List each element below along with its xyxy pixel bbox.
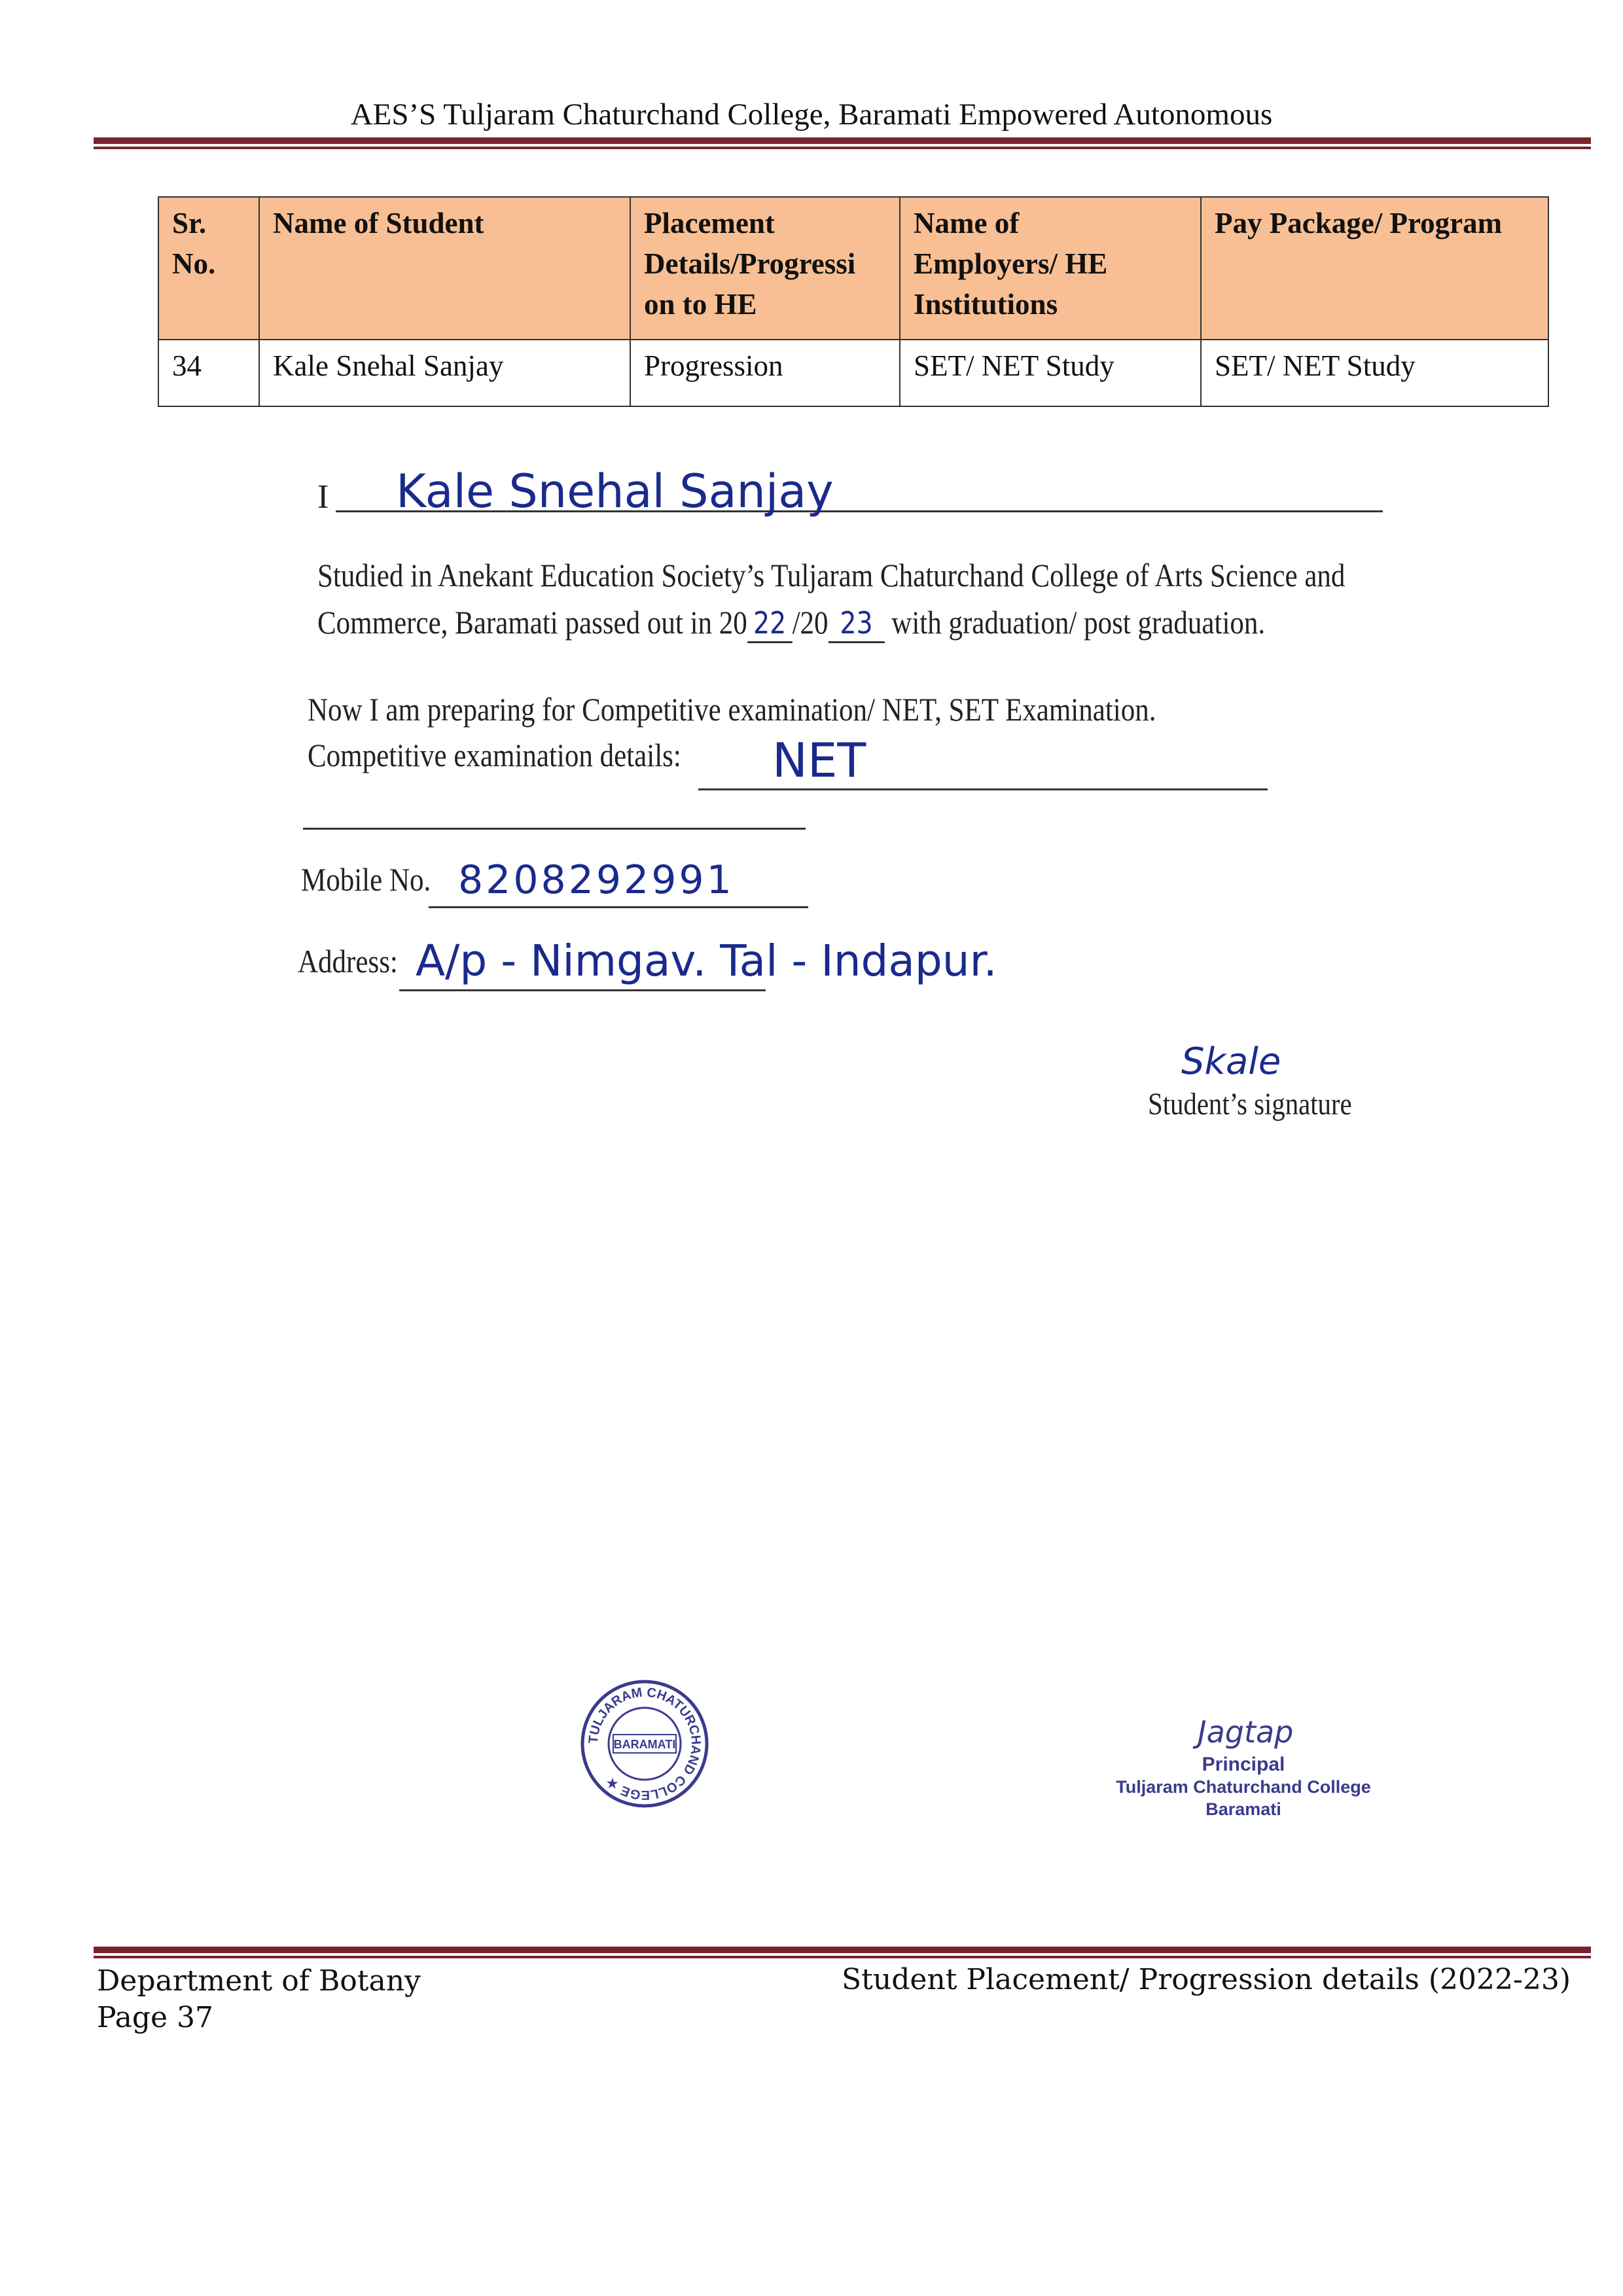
mobile-underline [429, 906, 808, 908]
cell-pay-package: SET/ NET Study [1201, 340, 1548, 406]
details-underline-2 [303, 828, 806, 830]
principal-stamp [1113, 1714, 1374, 1820]
footer-right-text: Student Placement/ Progression details (2022-23) [842, 1963, 1571, 1996]
table-row [158, 340, 1548, 406]
handwritten-name: Kale Snehal Sanjay [396, 465, 834, 518]
page-header-title: AES’S Tuljaram Chaturchand College, Baramati Empowered Autonomous [350, 97, 1273, 132]
footer-page-number: Page 37 [97, 2001, 214, 2034]
footer-left [97, 1963, 421, 2036]
footer-department: Department of Botany [97, 1964, 421, 1998]
student-signature: Skale [1181, 1040, 1281, 1083]
col-header-sr-no: Sr. No. [158, 197, 259, 340]
principal-signature: Jagtap [1198, 1714, 1294, 1750]
commerce-line [317, 603, 1265, 643]
prefix-i: I [317, 478, 329, 516]
cell-student-name: Kale Snehal Sanjay [259, 340, 630, 406]
studied-line: Studied in Anekant Education Society’s Tuljaram Chaturchand College of Arts Science and [317, 557, 1346, 593]
header-rule [94, 137, 1591, 149]
year-to: 23 [840, 605, 873, 641]
mobile-label: Mobile No. [301, 861, 431, 898]
principal-title: Principal [1202, 1754, 1285, 1775]
address-underline [399, 989, 766, 991]
table-header-row [158, 197, 1548, 340]
col-header-student-name: Name of Student [259, 197, 630, 340]
signature-label: Student’s signature [1148, 1087, 1352, 1122]
commerce-suffix: with graduation/ post graduation. [891, 604, 1266, 641]
handwritten-address: A/p - Nimgav. Tal - Indapur. [416, 936, 997, 986]
cell-employer: SET/ NET Study [900, 340, 1201, 406]
year-from: 22 [753, 605, 787, 641]
col-header-placement: Placement Details/Progressi on to HE [630, 197, 900, 340]
placement-table [158, 196, 1549, 407]
cell-placement: Progression [630, 340, 900, 406]
details-label: Competitive examination details: [308, 737, 681, 773]
handwritten-mobile: 8208292991 [458, 857, 734, 903]
col-header-pay-package: Pay Package/ Program [1201, 197, 1548, 340]
col-header-employers: Name of Employers/ HE Institutions [900, 197, 1201, 340]
cell-sr-no: 34 [158, 340, 259, 406]
details-underline [698, 788, 1268, 790]
college-seal-stamp [579, 1678, 710, 1809]
address-label: Address: [298, 943, 398, 980]
commerce-prefix: Commerce, Baramati passed out in 20 [317, 604, 747, 641]
seal-ring-text: TULJARAM CHATURCHAND COLLEGE ★ [586, 1685, 704, 1803]
declaration-form [298, 458, 1410, 1165]
preparing-line: Now I am preparing for Competitive examination/ NET, SET Examination. [308, 691, 1156, 728]
principal-city: Baramati [1205, 1799, 1281, 1819]
footer-rule [94, 1947, 1591, 1958]
principal-college: Tuljaram Chaturchand College [1116, 1777, 1371, 1797]
seal-center-text: BARAMATI [613, 1738, 676, 1751]
handwritten-details: NET [772, 733, 866, 788]
year-sep: /20 [792, 604, 829, 641]
